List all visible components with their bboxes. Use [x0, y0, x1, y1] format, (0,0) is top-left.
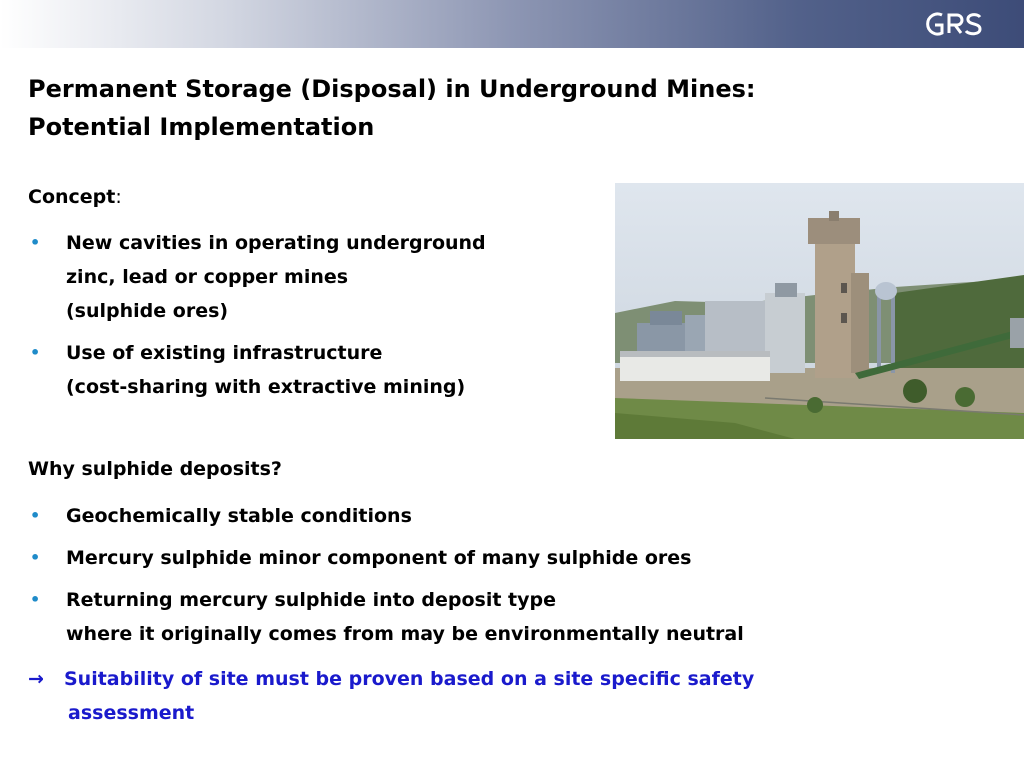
- right-arrow-icon: →: [28, 668, 44, 690]
- concept-heading: [28, 186, 122, 208]
- conclusion-line-1: Suitability of site must be proven based on a site specific safety: [64, 668, 755, 690]
- why-bullet: [28, 541, 928, 575]
- slide-title: [28, 70, 928, 146]
- bullet-line: Mercury sulphide minor component of many sulphide ores: [66, 547, 692, 569]
- concept-heading-colon: :: [115, 186, 122, 208]
- grs-logo: [922, 6, 998, 42]
- title-line-2: Potential Implementation: [28, 113, 375, 141]
- why-bullet-list: [28, 499, 928, 659]
- bullet-icon: •: [30, 343, 41, 362]
- bullet-line: Returning mercury sulphide into deposit type: [66, 589, 556, 611]
- concept-heading-text: Concept: [28, 186, 116, 208]
- bullet-line: (sulphide ores): [66, 300, 229, 322]
- header-gradient-bar: [0, 0, 1024, 48]
- why-bullet: [28, 583, 928, 651]
- bullet-line: where it originally comes from may be environmentally neutral: [66, 623, 744, 645]
- concept-bullet-list: [28, 226, 608, 412]
- conclusion-line-2: assessment: [68, 702, 195, 724]
- bullet-icon: •: [30, 548, 41, 567]
- bullet-icon: •: [30, 506, 41, 525]
- bullet-line: (cost-sharing with extractive mining): [66, 376, 466, 398]
- bullet-line: Use of existing infrastructure: [66, 342, 383, 364]
- mine-headframe-photo: [615, 183, 1024, 439]
- bullet-icon: •: [30, 233, 41, 252]
- bullet-line: zinc, lead or copper mines: [66, 266, 349, 288]
- concept-bullet: [28, 336, 608, 404]
- why-heading: Why sulphide deposits?: [28, 458, 282, 480]
- why-bullet: [28, 499, 928, 533]
- conclusion-statement: [28, 662, 988, 730]
- title-line-1: Permanent Storage (Disposal) in Underground Mines:: [28, 75, 756, 103]
- concept-bullet: [28, 226, 608, 328]
- bullet-icon: •: [30, 590, 41, 609]
- bullet-line: Geochemically stable conditions: [66, 505, 412, 527]
- bullet-line: New cavities in operating underground: [66, 232, 486, 254]
